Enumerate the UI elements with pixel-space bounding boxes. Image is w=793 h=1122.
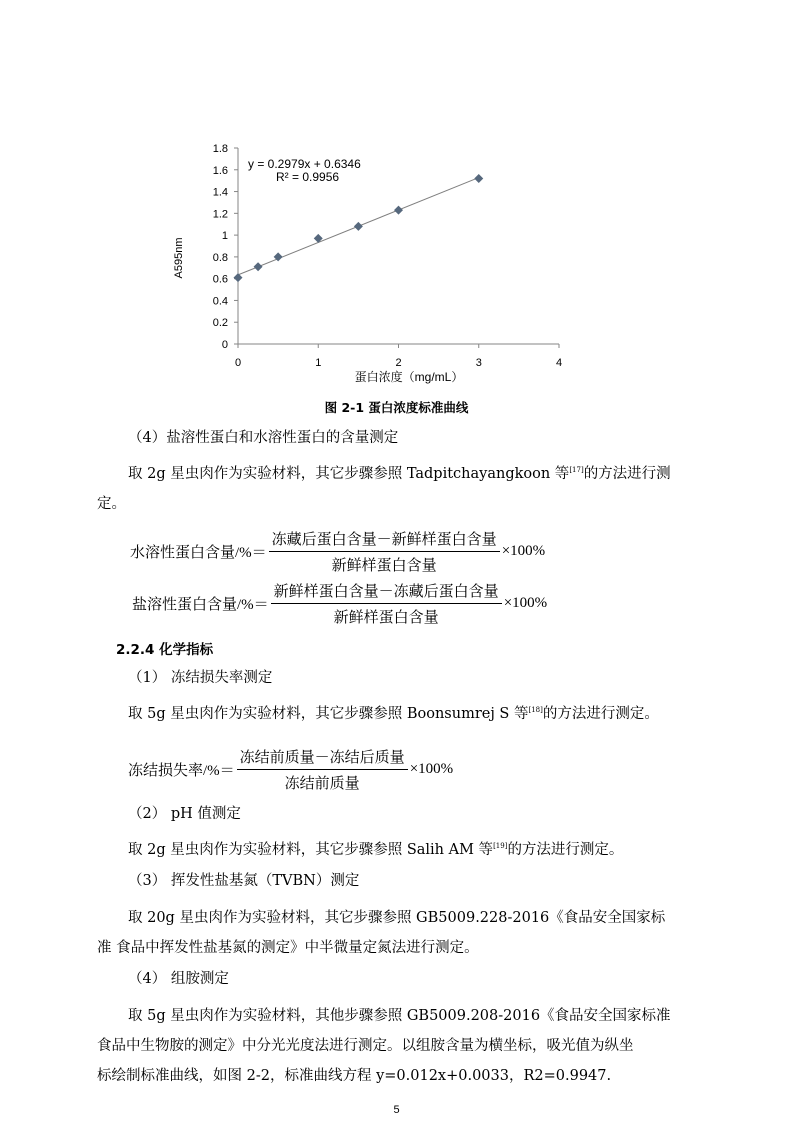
paragraph-tvbn-method-cont: 准 食品中挥发性盐基氮的测定》中半微量定氮法进行测定。 xyxy=(97,940,479,956)
page-number: 5 xyxy=(393,1104,400,1116)
data-point xyxy=(474,174,483,183)
y-tick-label: 0 xyxy=(221,339,228,351)
x-tick-label: 1 xyxy=(315,357,322,369)
y-axis-label: A595nm xyxy=(173,237,185,279)
eq1-numerator: 冻藏后蛋白含量－新鲜样蛋白含量 xyxy=(269,528,500,552)
y-tick-label: 1.6 xyxy=(212,164,228,177)
paragraph-ph-method: 取 2g 星虫肉作为实验材料，其它步骤参照 Salih AM 等[19]的方法进行测定。 xyxy=(128,842,624,858)
y-tick-label: 1 xyxy=(221,230,228,243)
subheading-protein-content: （4）盐溶性蛋白和水溶性蛋白的含量测定 xyxy=(128,430,399,446)
paragraph-protein-method-cont: 定。 xyxy=(97,496,126,512)
x-tick-label: 0 xyxy=(234,357,242,369)
data-point xyxy=(394,206,403,215)
equation-salt-soluble-protein: 盐溶性蛋白含量/%＝ $\frac{\text{新鲜样蛋白含量－冻藏后蛋白含量}}{\text{新鲜样蛋白含量}}$ ×100% xyxy=(132,580,547,627)
subheading-ph: （2） pH 值测定 xyxy=(128,806,241,822)
paragraph-tvbn-method: 取 20g 星虫肉作为实验材料，其它步骤参照 GB5009.228-2016《食品安全国家标 xyxy=(128,910,666,926)
equation-water-soluble-protein: 水溶性蛋白含量/%＝ $\frac{\text{冻藏后蛋白含量－新鲜样蛋白含量}}{\text{新鲜样蛋白含量}}$ ×100% xyxy=(130,528,545,575)
y-tick-label: 0.4 xyxy=(212,295,228,308)
y-tick-label: 1.8 xyxy=(212,143,228,155)
eq3-denominator: 冻结前质量 xyxy=(284,776,360,792)
citation-19: [19] xyxy=(493,842,508,851)
paragraph-histamine-method-cont1: 食品中生物胺的测定》中分光光度法进行测定。以组胺含量为横坐标，吸光值为纵坐 xyxy=(97,1038,634,1054)
x-tick-label: 4 xyxy=(555,357,563,369)
subheading-freezing-loss: （1） 冻结损失率测定 xyxy=(128,670,273,686)
paragraph-freezing-loss-method: 取 5g 星虫肉作为实验材料，其它步骤参照 Boonsumrej S 等[18]的方法进行测定。 xyxy=(128,706,659,722)
data-point xyxy=(354,222,363,231)
y-tick-label: 0.8 xyxy=(212,251,228,264)
citation-18: [18] xyxy=(528,706,543,715)
subheading-histamine: （4） 组胺测定 xyxy=(128,971,229,987)
equation-freezing-loss: 冻结损失率/%＝ $\frac{\text{冻结前质量－冻结后质量}}{\text{冻结前质量}}$ ×100% xyxy=(128,746,453,793)
eq3-numerator: 冻结前质量－冻结后质量 xyxy=(237,746,408,770)
y-tick-label: 1.2 xyxy=(212,208,228,221)
eq1-denominator: 新鲜样蛋白含量 xyxy=(331,558,437,574)
subheading-tvbn: （3） 挥发性盐基氮（TVBN）测定 xyxy=(128,873,360,889)
paragraph-protein-method: 取 2g 星虫肉作为实验材料，其它步骤参照 Tadpitchayangkoon 等[17]的方法进行测 xyxy=(128,466,671,482)
y-tick-label: 0.2 xyxy=(212,317,228,330)
protein-standard-curve-chart xyxy=(0,0,793,400)
eq2-numerator: 新鲜样蛋白含量－冻藏后蛋白含量 xyxy=(271,580,502,604)
paragraph-histamine-method-cont2: 标绘制标准曲线，如图 2-2，标准曲线方程 y=0.012x+0.0033，R2=0.9947. xyxy=(97,1068,612,1084)
y-tick-label: 1.4 xyxy=(212,186,228,199)
r-squared-label: R² = 0.9956 xyxy=(276,170,340,184)
x-tick-label: 2 xyxy=(395,357,402,369)
x-tick-label: 3 xyxy=(475,357,482,369)
section-heading-2-2-4: 2.2.4 化学指标 xyxy=(116,642,214,658)
trendline-equation: y = 0.2979x + 0.6346 xyxy=(248,157,361,171)
figure-caption: 图 2-1 蛋白浓度标准曲线 xyxy=(324,400,469,415)
citation-17: [17] xyxy=(569,466,584,475)
y-tick-label: 0.6 xyxy=(212,273,228,286)
data-point xyxy=(234,273,243,282)
eq2-denominator: 新鲜样蛋白含量 xyxy=(333,610,439,626)
data-point xyxy=(254,262,263,271)
paragraph-histamine-method: 取 5g 星虫肉作为实验材料，其他步骤参照 GB5009.208-2016《食品安全国家标准 xyxy=(128,1008,671,1024)
x-axis-label: 蛋白浓度（mg/mL） xyxy=(354,370,464,384)
